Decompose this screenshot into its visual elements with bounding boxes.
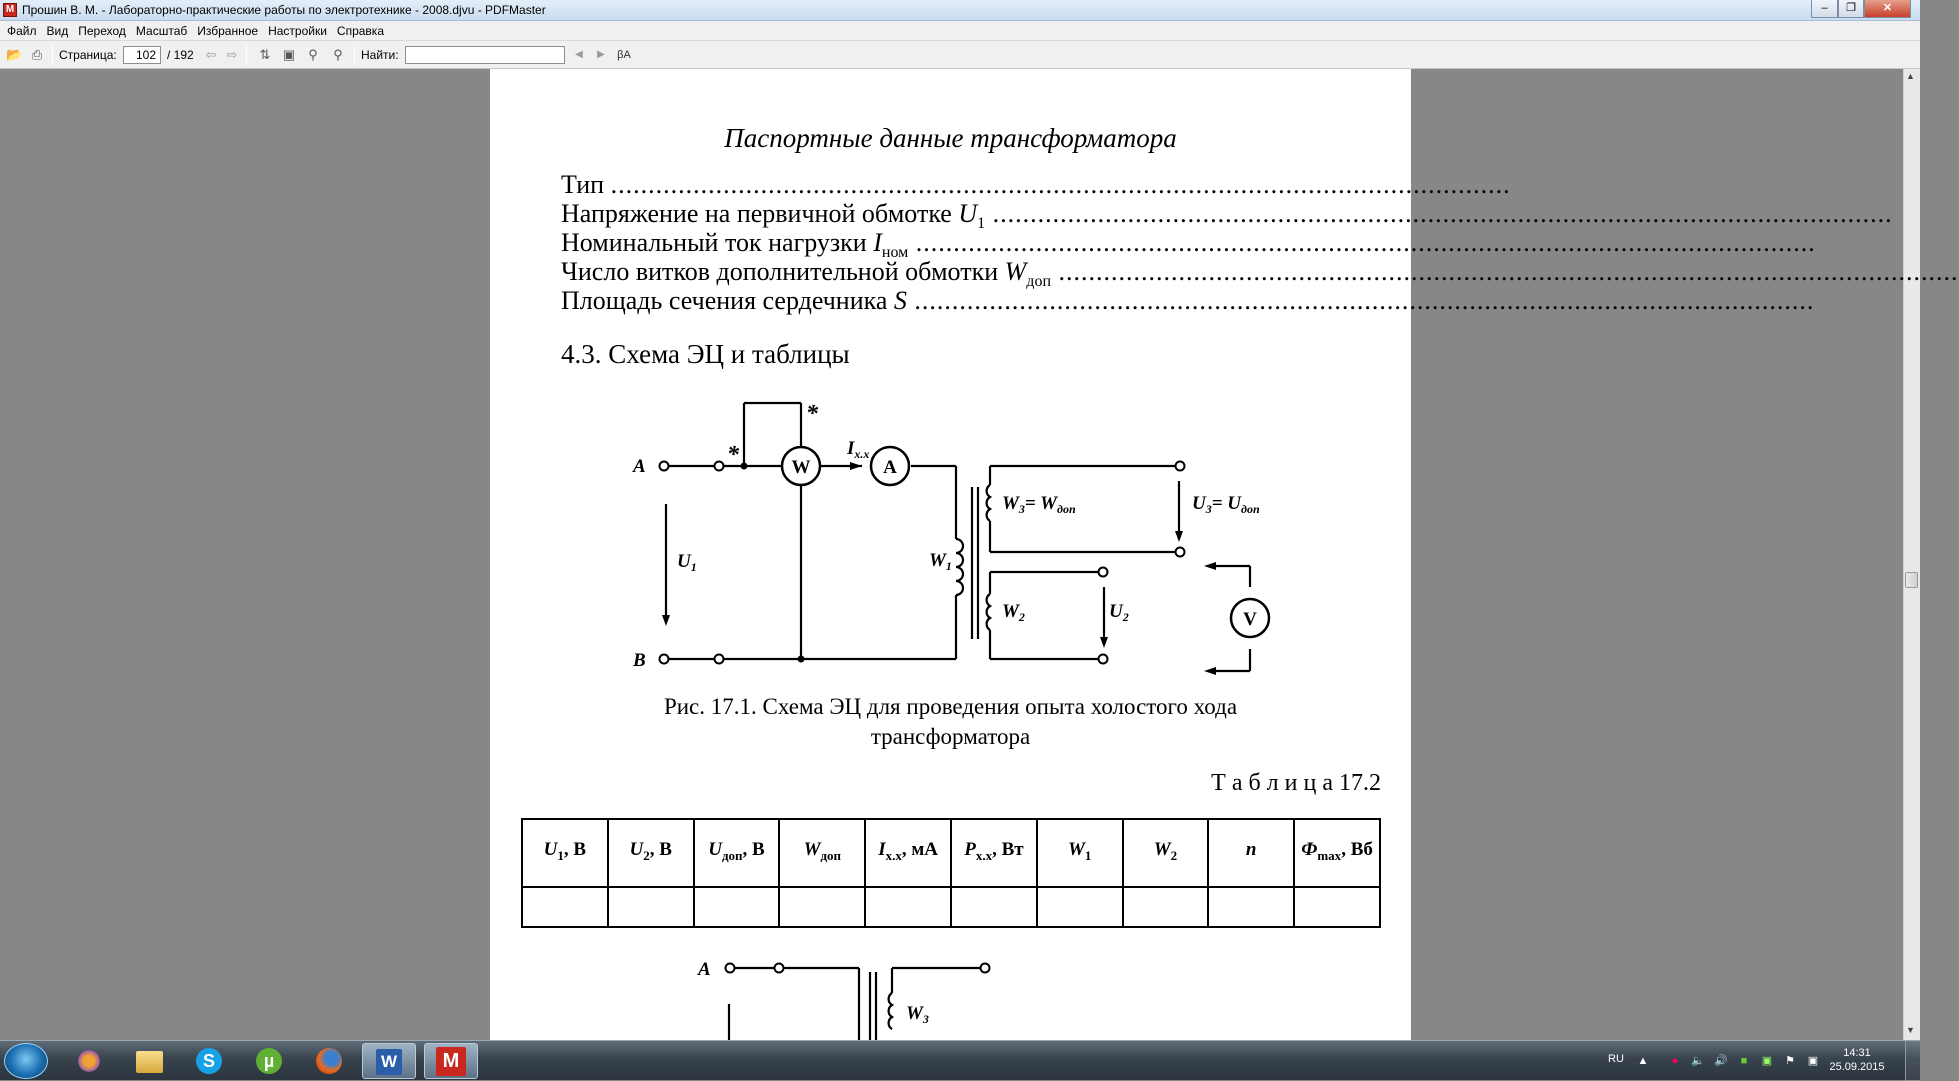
menu-go[interactable]: Переход xyxy=(78,24,126,38)
w2-label: W xyxy=(1002,601,1019,622)
find-previous-icon[interactable]: ◀ xyxy=(575,49,583,60)
menu-view[interactable]: Вид xyxy=(46,24,69,38)
app-icon: M xyxy=(3,3,17,17)
header-unit: , Вб xyxy=(1341,839,1373,861)
zoom-in-icon[interactable]: ⚲ xyxy=(333,47,343,62)
folder-icon xyxy=(136,1051,163,1073)
svg-text:Iх.х xyxy=(846,438,869,461)
open-folder-icon[interactable]: 📂 xyxy=(6,47,23,62)
data-table xyxy=(521,818,1381,928)
w3-label: W xyxy=(1002,493,1019,514)
forward-arrow-icon[interactable]: ⇨ xyxy=(226,47,238,62)
table-header-cell xyxy=(1037,819,1123,887)
passport-label: Число витков дополнительной обмотки xyxy=(561,257,1005,286)
u1-label: U xyxy=(677,551,691,572)
svg-text:U1 xyxy=(677,551,697,574)
u3-label: U xyxy=(1192,493,1206,514)
word-icon: W xyxy=(376,1049,402,1075)
page-number-input[interactable] xyxy=(123,46,161,64)
svg-text:U3= Uдоп xyxy=(1192,493,1260,516)
zoom-out-icon[interactable]: ⚲ xyxy=(308,47,318,62)
header-symbol: P xyxy=(964,839,976,861)
header-unit: , В xyxy=(742,839,765,861)
section-title: 4.3. Схема ЭЦ и таблицы xyxy=(561,339,850,369)
voltmeter-label: V xyxy=(1243,609,1257,630)
page-label: Страница: xyxy=(59,48,117,62)
lower-w3-label: W xyxy=(906,1003,923,1024)
table-header-cell xyxy=(522,819,608,887)
scroll-down-icon[interactable]: ▼ xyxy=(1906,1025,1915,1035)
svg-text:W2 xyxy=(1002,601,1025,624)
taskbar-app-network[interactable] xyxy=(62,1043,116,1079)
action-center-icon[interactable]: ⚑ xyxy=(1785,1055,1795,1067)
start-button[interactable] xyxy=(4,1043,48,1079)
passport-subscript: ном xyxy=(881,244,909,262)
table-header-cell xyxy=(1123,819,1209,887)
passport-label: Площадь сечения сердечника xyxy=(561,286,894,315)
u1-sub: 1 xyxy=(690,560,697,574)
title-bar[interactable] xyxy=(0,0,1920,21)
menu-bar xyxy=(0,21,1920,41)
menu-settings[interactable]: Настройки xyxy=(268,24,327,38)
header-symbol: W xyxy=(1153,839,1171,861)
u3-eq: = U xyxy=(1211,493,1242,514)
table-cell[interactable] xyxy=(951,887,1037,927)
header-symbol: Ф xyxy=(1301,839,1318,861)
table-cell[interactable] xyxy=(694,887,780,927)
window-title: Прошин В. М. - Лабораторно-практические работы по электротехнике - 2008.djvu - PDFMaster xyxy=(22,3,546,17)
clock[interactable] xyxy=(1826,1046,1888,1074)
nvidia-icon[interactable]: ■ xyxy=(1740,1055,1748,1067)
taskbar xyxy=(0,1040,1920,1080)
w1-sub: 1 xyxy=(945,559,952,573)
w3-eq: = W xyxy=(1024,493,1058,514)
table-cell[interactable] xyxy=(1037,887,1123,927)
volume-icon[interactable]: 🔈 xyxy=(1691,1055,1705,1067)
back-arrow-icon[interactable]: ⇦ xyxy=(205,47,217,62)
node-a-label: A xyxy=(633,456,646,477)
header-unit: , Вт xyxy=(992,839,1024,861)
match-case-icon[interactable]: βA xyxy=(617,49,631,61)
skype-icon: S xyxy=(196,1048,222,1074)
clock-time: 14:31 xyxy=(1843,1047,1871,1059)
header-subscript: доп xyxy=(820,847,842,863)
toolbar xyxy=(0,41,1920,69)
header-subscript: 1 xyxy=(557,847,564,863)
figure-caption-line: трансформатора xyxy=(870,724,1031,749)
vertical-scrollbar[interactable] xyxy=(1903,69,1920,1040)
u3-sub: 3 xyxy=(1205,502,1212,516)
menu-favorites[interactable]: Избранное xyxy=(197,24,259,38)
table-cell[interactable] xyxy=(865,887,951,927)
figure-caption xyxy=(490,692,1411,752)
w3-sub: 3 xyxy=(1018,502,1025,516)
menu-help[interactable]: Справка xyxy=(336,24,384,38)
menu-file[interactable]: Файл xyxy=(7,24,37,38)
find-label: Найти: xyxy=(361,48,399,62)
dotted-leader: ........................................................................................................................ xyxy=(985,199,1893,228)
passport-symbol: S xyxy=(893,286,907,315)
header-subscript: х.х xyxy=(885,847,902,863)
svg-text:W1 xyxy=(929,550,952,573)
table-cell[interactable] xyxy=(1208,887,1294,927)
lower-w3-sub: 3 xyxy=(922,1012,929,1026)
minimize-button[interactable]: – xyxy=(1811,0,1838,18)
page-total: / 192 xyxy=(167,48,194,62)
close-button[interactable]: ✕ xyxy=(1864,0,1911,18)
header-symbol: I xyxy=(878,839,886,861)
table-cell[interactable] xyxy=(1294,887,1380,927)
dotted-leader: ........................................................................................................................ xyxy=(610,170,1511,199)
lower-node-a-label: A xyxy=(698,959,711,980)
dotted-leader: ........................................................................................................................ xyxy=(908,228,1816,257)
table-row xyxy=(522,887,1380,927)
table-cell[interactable] xyxy=(608,887,694,927)
monitor-icon[interactable]: ▣ xyxy=(1761,1055,1773,1067)
table-header-cell xyxy=(1208,819,1294,887)
menu-zoom[interactable]: Масштаб xyxy=(135,24,188,38)
passport-subscript: доп xyxy=(1026,273,1051,291)
star-marker: * xyxy=(806,401,818,427)
table-title: Т а б л и ц а 17.2 xyxy=(1211,770,1381,796)
speaker-icon[interactable]: 🔊 xyxy=(1714,1055,1728,1067)
header-subscript: 1 xyxy=(1084,847,1092,863)
table-cell[interactable] xyxy=(522,887,608,927)
taskbar-app-utorrent[interactable] xyxy=(242,1043,296,1079)
header-unit: , В xyxy=(649,839,672,861)
u3-eq-sub: доп xyxy=(1241,502,1260,516)
passport-symbol: U xyxy=(958,199,978,228)
header-symbol: U xyxy=(543,839,558,861)
ammeter-label: A xyxy=(883,457,897,478)
table-header-cell xyxy=(1294,819,1380,887)
taskbar-app-word[interactable] xyxy=(362,1043,416,1079)
u2-label: U xyxy=(1109,601,1123,622)
header-symbol: U xyxy=(629,839,644,861)
current-label: I xyxy=(847,438,855,459)
header-unit: , В xyxy=(563,839,587,861)
header-subscript: доп xyxy=(721,847,743,863)
app-tray-icon[interactable]: ● xyxy=(1671,1055,1679,1067)
table-cell[interactable] xyxy=(779,887,865,927)
current-sub: х.х xyxy=(854,447,870,461)
header-subscript: 2 xyxy=(1170,847,1178,863)
table-header-cell xyxy=(951,819,1037,887)
passport-label: Тип xyxy=(561,170,611,199)
header-symbol: W xyxy=(803,839,821,861)
w1-label: W xyxy=(929,550,946,571)
show-desktop-button[interactable] xyxy=(1905,1041,1920,1081)
passport-label: Номинальный ток нагрузки xyxy=(561,228,874,257)
passport-symbol: W xyxy=(1004,257,1027,286)
scrollbar-thumb[interactable] xyxy=(1905,572,1918,588)
document-page xyxy=(490,69,1959,1040)
header-symbol: n xyxy=(1245,839,1257,861)
svg-text:W3 xyxy=(906,1003,929,1026)
table-header-cell xyxy=(694,819,780,887)
firefox-icon xyxy=(316,1048,342,1074)
header-symbol: W xyxy=(1068,839,1085,861)
dotted-leader: ........................................................................................................................ xyxy=(906,286,1815,315)
taskbar-app-skype[interactable] xyxy=(182,1043,236,1079)
passport-subscript: 1 xyxy=(977,215,986,233)
taskbar-app-firefox[interactable] xyxy=(302,1043,356,1079)
scroll-up-icon[interactable]: ▲ xyxy=(1906,71,1915,81)
maximize-button[interactable]: ❐ xyxy=(1838,0,1864,18)
star-marker: * xyxy=(727,442,739,468)
dotted-leader: ........................................................................................................................ xyxy=(1051,257,1959,286)
find-input[interactable] xyxy=(405,46,565,64)
fit-page-icon[interactable]: ▣ xyxy=(282,47,296,62)
passport-heading: Паспортные данные трансформатора xyxy=(724,123,1177,153)
network-app-icon xyxy=(76,1049,102,1073)
passport-symbol: I xyxy=(873,228,882,257)
wattmeter-label: W xyxy=(791,457,811,478)
w2-sub: 2 xyxy=(1018,610,1025,624)
table-header-cell xyxy=(865,819,951,887)
taskbar-app-explorer[interactable] xyxy=(122,1043,176,1079)
table-cell[interactable] xyxy=(1123,887,1209,927)
header-unit: , мА xyxy=(901,839,939,861)
display-icon[interactable]: ▣ xyxy=(1807,1055,1819,1067)
pdfmaster-icon: M xyxy=(436,1047,466,1076)
print-icon[interactable]: ⎙ xyxy=(31,47,43,62)
svg-text:U2 xyxy=(1109,601,1129,624)
language-indicator[interactable]: RU xyxy=(1608,1053,1624,1065)
header-subscript: х.х xyxy=(975,847,993,863)
node-b-label: B xyxy=(633,650,646,671)
figure-caption-line: Рис. 17.1. Схема ЭЦ для проведения опыта холостого хода xyxy=(663,694,1238,719)
header-symbol: U xyxy=(708,839,722,861)
header-subscript: 2 xyxy=(643,847,650,863)
w3-eq-sub: доп xyxy=(1057,502,1076,516)
network-tray-icon[interactable]: ▲ xyxy=(1637,1055,1649,1067)
passport-label: Напряжение на первичной обмотке xyxy=(561,199,959,228)
fit-width-icon[interactable]: ⇅ xyxy=(259,47,271,62)
clock-date: 25.09.2015 xyxy=(1829,1061,1885,1073)
taskbar-app-pdfmaster[interactable] xyxy=(424,1043,478,1079)
utorrent-icon: µ xyxy=(256,1048,282,1074)
header-subscript: max xyxy=(1317,847,1342,863)
find-next-icon[interactable]: ▶ xyxy=(597,49,605,60)
svg-text:W3= Wдоп xyxy=(1002,493,1076,516)
table-header-cell xyxy=(608,819,694,887)
table-header-row xyxy=(522,819,1380,887)
u2-sub: 2 xyxy=(1122,610,1129,624)
table-header-cell xyxy=(779,819,865,887)
